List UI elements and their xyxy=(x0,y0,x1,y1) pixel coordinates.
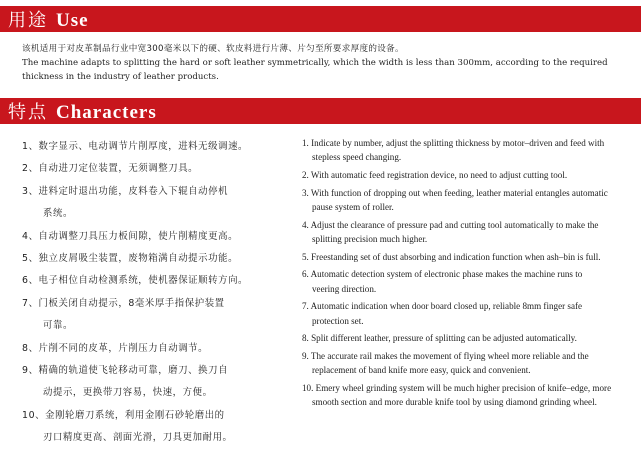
characters-list-zh xyxy=(22,136,284,450)
characters-section-banner xyxy=(0,98,641,124)
use-title-zh: 用途 xyxy=(8,10,48,31)
list-item: 1. Indicate by number, adjust the splitting thickness by motor–driven and feed with stepless speed changing. xyxy=(302,138,605,163)
list-item: 5、独立皮屑吸尘装置，废物箱满自动提示功能。 xyxy=(22,253,239,265)
list-item: 9. The accurate rail makes the movement of flying wheel more reliable and the replacement of band knife more easy, quick and convenient. xyxy=(302,350,589,376)
list-item: 9、精确的轨道使飞轮移动可靠，磨刀、换刀自 动提示，更换带刀容易，快速，方便。 xyxy=(22,365,229,399)
use-text-en-line2: thickness in the industry of leather products. xyxy=(22,72,219,82)
list-item: 3、进料定时退出功能，皮料卷入下辊自动停机 系统。 xyxy=(22,185,229,220)
list-item: 8、片削不同的皮革，片削压力自动调节。 xyxy=(22,342,209,354)
characters-section-title xyxy=(0,98,157,124)
use-section-title xyxy=(0,6,89,32)
use-text-en-line1: The machine adapts to splitting the hard or soft leather symmetrically, which the width is less than 300mm, according to the required xyxy=(22,58,608,68)
characters-title-zh: 特点 xyxy=(8,102,48,123)
list-item: 7、门板关闭自动提示，8毫米厚手指保护装置 可靠。 xyxy=(22,297,225,332)
list-item: 7. Automatic indication when door board closed up, reliable 8mm finger safe protection set. xyxy=(302,301,583,326)
list-item: 6. Automatic detection system of electronic phase makes the machine runs to veering direction. xyxy=(302,269,583,294)
use-title-en: Use xyxy=(56,10,89,31)
list-item: 6、电子相位自动检测系统，使机器保证顺转方向。 xyxy=(22,275,249,287)
list-item: 10. Emery wheel grinding system will be much higher precision of knife–edge, more smooth section and more durable knife tool by using diamond grinding wheel. xyxy=(302,382,612,408)
use-description xyxy=(22,42,627,84)
list-item: 4. Adjust the clearance of pressure pad and cutting tool automatically to make the splitting precision much higher. xyxy=(302,219,599,244)
list-item: 2. With automatic feed registration device, no need to adjust cutting tool. xyxy=(302,169,568,180)
list-item: 4、自动调整刀具压力板间隙，使片削精度更高。 xyxy=(22,230,239,242)
list-item: 2、自动进刀定位装置，无须调整刀具。 xyxy=(22,163,199,175)
list-item: 3. With function of dropping out when feeding, leather material entangles automatic pause system of roller. xyxy=(302,187,608,212)
list-item: 1、数字显示、电动调节片削厚度，进料无级调速。 xyxy=(22,141,249,152)
use-text-zh: 该机适用于对皮革制品行业中宽300毫米以下的硬、软皮料进行片薄、片匀至所要求厚度的设备。 xyxy=(22,44,404,54)
list-item: 8. Split different leather, pressure of splitting can be adjusted automatically. xyxy=(302,333,577,344)
list-item: 10、金刚轮磨刀系统，利用金刚石砂轮磨出的 刃口精度更高、剖面光滑，刀具更加耐用。 xyxy=(22,409,233,444)
use-section-banner xyxy=(0,6,641,32)
list-item: 5. Freestanding set of dust absorbing and indication function when ash–bin is full. xyxy=(302,251,601,262)
characters-list-en xyxy=(302,136,632,413)
characters-title-en: Characters xyxy=(56,102,157,123)
